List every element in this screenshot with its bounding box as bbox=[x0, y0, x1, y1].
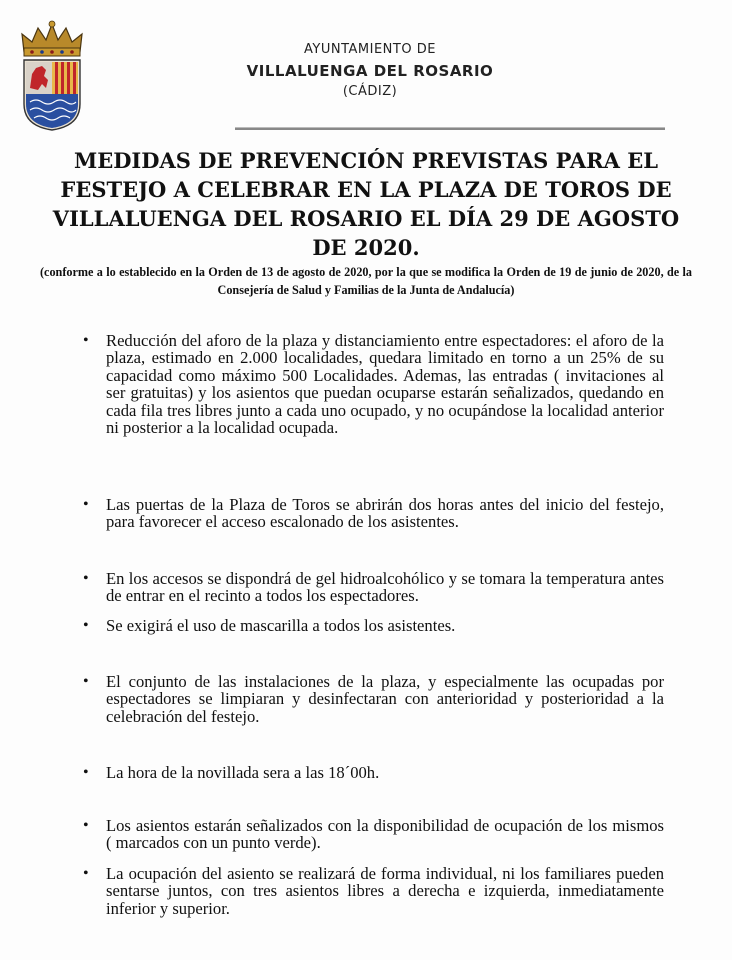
list-item: En los accesos se dispondrá de gel hidroalcohólico y se tomara la temperatura antes de entrar en el recinto a todos los espectadores. bbox=[106, 569, 664, 606]
header-divider bbox=[235, 127, 665, 130]
bullet-icon: • bbox=[83, 496, 89, 513]
list-item: Los asientos estarán señalizados con la disponibilidad de ocupación de los mismos ( marcados con un punto verde). bbox=[106, 816, 664, 853]
bullet-icon: • bbox=[83, 764, 89, 781]
document-title: MEDIDAS DE PREVENCIÓN PREVISTAS PARA EL FESTEJO A CELEBRAR EN LA PLAZA DE TOROS DE VILLALUENGA DEL ROSARIO EL DÍA 29 DE AGOSTO DE 2020. bbox=[52, 148, 680, 260]
bullet-icon: • bbox=[83, 865, 89, 882]
list-item: El conjunto de las instalaciones de la plaza, y especialmente las ocupadas por espectadores se limpiaran y desinfectaran con anterioridad y posterioridad a la celebración del festejo. bbox=[106, 672, 664, 726]
municipality-header bbox=[180, 40, 560, 102]
header-line-3: (CÁDIZ) bbox=[342, 84, 398, 99]
header-line-1: AYUNTAMIENTO DE bbox=[304, 42, 436, 57]
list-item: Las puertas de la Plaza de Toros se abrirán dos horas antes del inicio del festejo, para favorecer el acceso escalonado de los asistentes. bbox=[106, 495, 664, 532]
bullet-icon: • bbox=[83, 617, 89, 634]
coat-of-arms-icon bbox=[18, 18, 86, 134]
bullet-icon: • bbox=[83, 332, 89, 349]
list-item: La ocupación del asiento se realizará de forma individual, ni los familiares pueden sentarse juntos, con tres asientos libres a derecha e izquierda, inmediatamente inferior y superior. bbox=[106, 864, 664, 918]
bullet-icon: • bbox=[83, 673, 89, 690]
list-item: La hora de la novillada sera a las 18´00h. bbox=[106, 763, 380, 782]
document-subtitle: (conforme a lo establecido en la Orden de 13 de agosto de 2020, por la que se modifica la Orden de 19 de junio de 2020, de la Consejería de Salud y Familias de la Junta de Andalucía) bbox=[40, 265, 692, 297]
bullet-icon: • bbox=[83, 570, 89, 587]
list-item: Se exigirá el uso de mascarilla a todos los asistentes. bbox=[106, 616, 456, 635]
header-line-2: VILLALUENGA DEL ROSARIO bbox=[246, 62, 494, 80]
list-item: Reducción del aforo de la plaza y distanciamiento entre espectadores: el aforo de la plaza, estimado en 2.000 localidades, quedara limitado en torno a un 25% de su capacidad como máximo 500 Localidades. Ademas, las entradas ( invitaciones al ser gratuitas) y los asientos que puedan ocuparse estarán señalizados, quedando en cada fila tres libres junto a cada uno ocupado, y no ocupándose la localidad anterior ni posterior a la localidad ocupada. bbox=[106, 331, 664, 438]
bullet-icon: • bbox=[83, 817, 89, 834]
